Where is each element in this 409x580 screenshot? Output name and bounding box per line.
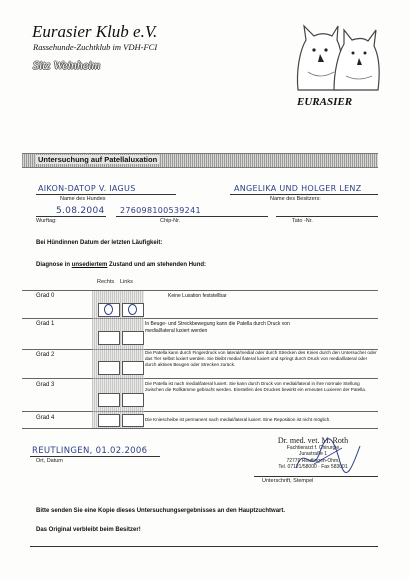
grade-text: Keine Luxation feststellbar xyxy=(168,293,227,299)
grade-1-right-box[interactable] xyxy=(98,331,120,345)
grade-1-left-box[interactable] xyxy=(122,331,144,345)
footer-original: Das Original verbleibt beim Besitzer! xyxy=(36,527,141,533)
grade-label: Grad 2 xyxy=(36,352,55,358)
eurasier-logo xyxy=(290,20,382,92)
grade-0-right-mark xyxy=(104,304,113,315)
grade-4-right-box[interactable] xyxy=(98,414,120,427)
signature-scribble xyxy=(294,438,364,478)
owner-line xyxy=(230,194,378,195)
chip-line xyxy=(116,216,268,217)
stamp-line: Dr. med. vet. M. Roth xyxy=(277,436,349,445)
logo-caption: EURASIER xyxy=(297,96,353,108)
grade-text: In Beuge- und Streckbewegung kann die Patella durch Druck von medial/lateral luxiert werden xyxy=(145,321,290,334)
tattoo-line xyxy=(276,216,378,217)
stamp-line: 72770 Reutlingen-Ohm. xyxy=(286,457,340,464)
grade-3-left-box[interactable] xyxy=(122,393,144,407)
club-branch: Sitz Weinheim xyxy=(33,58,101,72)
dog-name-value: AIKON-DATOP V. IAGUS xyxy=(38,184,136,193)
table-rule xyxy=(22,411,378,412)
whelp-line xyxy=(36,216,106,217)
grade-text: Die Kniescheibe ist permanent nach medial/lateral luxiert. Eine Reposition ist nicht möglich. xyxy=(145,417,331,422)
place-date-line xyxy=(30,456,160,457)
grade-label: Grad 1 xyxy=(36,321,55,327)
footer-rule xyxy=(30,546,378,547)
grade-label: Grad 4 xyxy=(36,415,55,421)
place-date-label: Ort, Datum xyxy=(36,458,63,464)
diagnosis-after: Zustand und am stehenden Hund: xyxy=(107,262,207,268)
grade-text: Die Patella ist nach medial/lateral luxiert. Sie kann durch Druck von medial/lateral in ihre normale Stellung zwischen die Rollkämme gebracht werden. Einstellen des Druckes bewirkt ein erneutes Luxieren der Patella. xyxy=(145,381,367,392)
grade-3-right-box[interactable] xyxy=(98,393,120,407)
col-left: Links xyxy=(120,279,133,285)
signature-label: Unterschrift, Stempel xyxy=(262,478,314,484)
grade-4-left-box[interactable] xyxy=(122,414,144,427)
table-rule xyxy=(22,318,378,319)
diagnosis-before: Diagnose in xyxy=(36,262,72,268)
dog-name-label: Name des Hundes xyxy=(60,196,106,202)
grade-label: Grad 0 xyxy=(36,293,55,299)
table-rule xyxy=(22,378,378,379)
table-rule xyxy=(22,290,378,291)
club-subtitle: Rassehunde-Zuchtklub im VDH-FCI xyxy=(33,42,158,52)
whelp-label: Wurftag: xyxy=(36,218,57,224)
form-title: Untersuchung auf Patellaluxation xyxy=(38,155,158,164)
chip-value: 276098100539241 xyxy=(120,206,201,215)
dog-heads-icon xyxy=(290,20,382,92)
place-date-value: REUTLINGEN, 01.02.2006 xyxy=(32,446,148,456)
col-right: Rechts xyxy=(97,279,115,285)
grade-2-left-box[interactable] xyxy=(122,361,144,375)
stamp-line: Tel. 07121/58000 · Fax 583001 xyxy=(278,464,348,470)
grade-2-right-box[interactable] xyxy=(98,361,120,375)
table-rule xyxy=(22,428,378,429)
signature-line xyxy=(254,476,378,477)
diagnosis-intro xyxy=(36,262,206,268)
dog-name-line xyxy=(36,194,176,195)
footer-note: Bitte senden Sie eine Kopie dieses Untersuchungsergebnisses an den Hauptzuchtwart. xyxy=(36,508,286,514)
owner-label: Name des Besitzers: xyxy=(270,196,321,202)
grade-label: Grad 3 xyxy=(36,382,55,388)
whelp-date-value: 5.08.2004 xyxy=(56,206,105,216)
grade-0-left-mark xyxy=(128,304,137,315)
club-name: Eurasier Klub e.V. xyxy=(32,22,158,41)
owner-value: ANGELIKA UND HOLGER LENZ xyxy=(234,184,362,193)
stamp-line: Jurastraße 1 xyxy=(298,451,328,457)
chip-label: Chip-Nr. xyxy=(160,218,181,224)
stamp-line: Fachtierarzt f. Chirurgie xyxy=(286,444,340,451)
diagnosis-underlined: unsediertem xyxy=(71,262,108,268)
tattoo-label: Tato -Nr. xyxy=(292,218,313,224)
grade-text: Die Patella kann durch Fingerdruck von lateral/medial oder durch Strecken des Knies durch den Untersucher oder das Tier selbst luxiert werden. Sie bleibt medial /lateral luxiert und springt durch Druck von medial/lateral oder durch aktives Beugen oder Strecken zurück. xyxy=(145,350,377,367)
heat-note: Bei Hündinnen Datum der letzten Läufigkeit: xyxy=(36,240,163,246)
